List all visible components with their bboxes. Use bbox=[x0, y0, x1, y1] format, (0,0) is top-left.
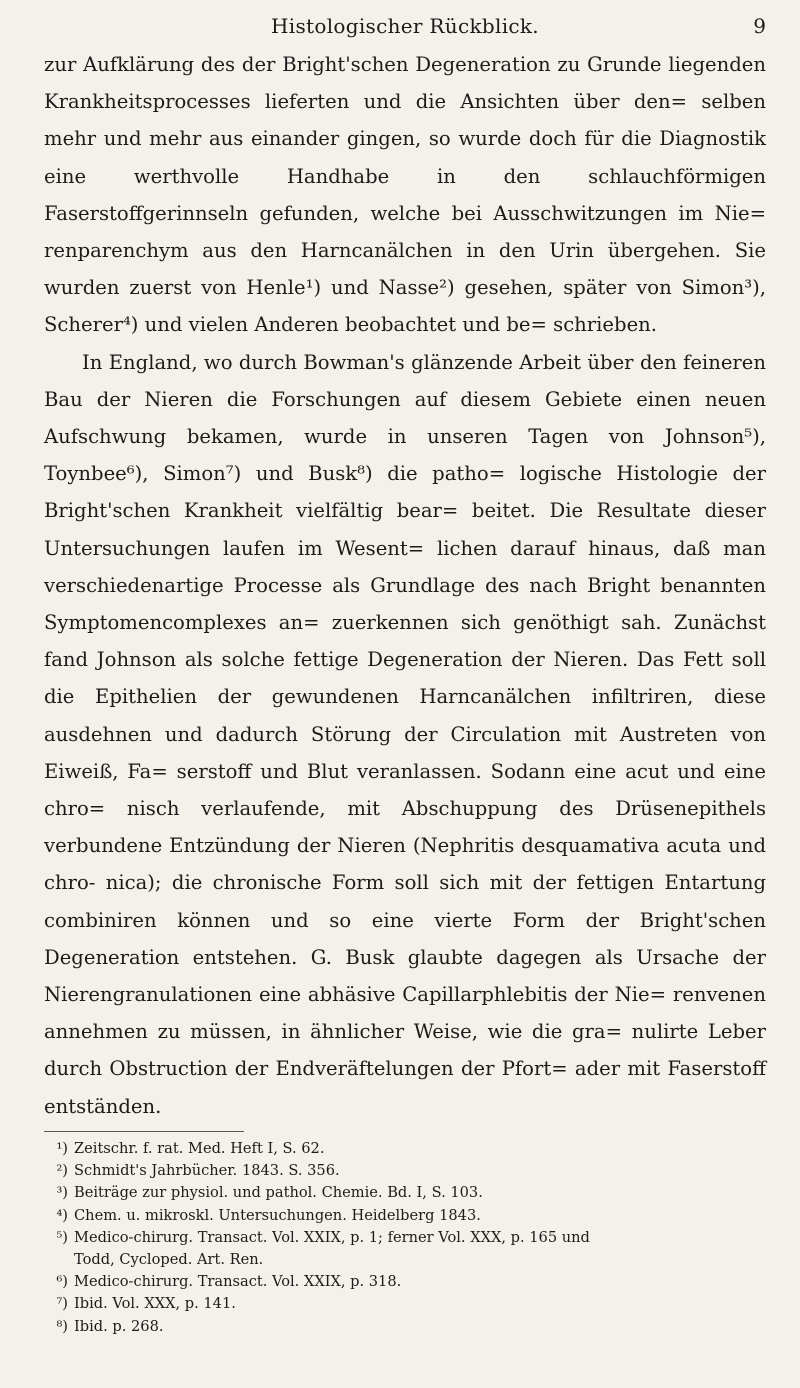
paragraph-2 bbox=[44, 344, 766, 1125]
footnote-mark: ⁴) bbox=[56, 1206, 68, 1224]
footnote-text: Medico-chirurg. Transact. Vol. XXIX, p. 1; ferner Vol. XXX, p. 165 und bbox=[74, 1228, 590, 1246]
footnote-text: Ibid. p. 268. bbox=[74, 1317, 164, 1335]
footnote-2 bbox=[44, 1160, 766, 1182]
text-line: zuerkennen sich genöthigt sah. Zunächst fand Johnson als solche bbox=[44, 611, 766, 672]
footnote-mark: ⁵) bbox=[56, 1228, 68, 1246]
page-number: 9 bbox=[753, 14, 766, 38]
footnote-text: Zeitschr. f. rat. Med. Heft I, S. 62. bbox=[74, 1139, 325, 1157]
footnote-5-continuation: Todd, Cycloped. Art. Ren. bbox=[74, 1250, 264, 1268]
text-line: logische Histologie der Bright'schen Krankheit vielfältig bear= bbox=[44, 462, 767, 523]
text-line: beitet. Die Resultate dieser Untersuchungen laufen im Wesent= bbox=[44, 499, 766, 560]
text-line: der Nierengranulationen eine abhäsive Capillarphlebitis der Nie= bbox=[44, 945, 766, 1007]
body-text bbox=[44, 46, 766, 1125]
text-line: serstoff und Blut veranlassen. Sodann eine acut und eine chro= bbox=[44, 759, 766, 821]
text-line: zur Aufklärung des der Bright'schen Degeneration zu Grunde bbox=[44, 53, 669, 76]
footnote-7 bbox=[44, 1293, 766, 1315]
text-line: ader mit Faserstoff entständen. bbox=[44, 1057, 766, 1118]
footnote-mark: ²) bbox=[56, 1162, 68, 1180]
text-line: die Diagnostik eine werthvolle Handhabe in den schlauchförmigen bbox=[44, 127, 766, 188]
text-line: Faserstoffgerinnseln gefunden, welche bei Ausschwitzungen im Nie= bbox=[44, 201, 766, 225]
footnote-mark: ⁸) bbox=[56, 1317, 68, 1335]
text-line: nulirte Leber durch Obstruction der Endveräftelungen der Pfort= bbox=[44, 1020, 767, 1081]
footnote-text: Medico-chirurg. Transact. Vol. XXIX, p. 318. bbox=[74, 1273, 402, 1291]
footnote-mark: ¹) bbox=[56, 1139, 68, 1157]
text-line: renvenen annehmen zu müssen, in ähnlicher Weise, wie die gra= bbox=[44, 983, 766, 1044]
running-title: Histologischer Rückblick. bbox=[271, 14, 539, 38]
text-line: den feineren Bau der Nieren die Forschungen auf diesem Gebiete bbox=[44, 350, 766, 411]
footnote-3 bbox=[44, 1182, 766, 1204]
page-header bbox=[44, 10, 766, 46]
text-line: combiniren können und so eine vierte Form der Bright'schen bbox=[44, 908, 766, 932]
text-line: nisch verlaufende, mit Abschuppung des Drüsenepithels verbundene bbox=[44, 797, 766, 858]
footnote-text: Ibid. Vol. XXX, p. 141. bbox=[74, 1295, 236, 1313]
text-line: fettige Degeneration der Nieren. Das Fett soll die Epithelien bbox=[44, 648, 766, 709]
text-line: einen neuen Aufschwung bekamen, wurde in unseren Tagen von bbox=[44, 387, 766, 449]
text-line: wurden zuerst von Henle¹) und Nasse²) gesehen, später von bbox=[44, 276, 682, 300]
footnote-4 bbox=[44, 1205, 766, 1227]
text-line: selben mehr und mehr aus einander gingen, so wurde doch für bbox=[44, 90, 766, 151]
footnote-text: Schmidt's Jahrbücher. 1843. S. 356. bbox=[74, 1162, 340, 1180]
footnote-6 bbox=[44, 1271, 766, 1293]
footnote-mark: ³) bbox=[56, 1184, 68, 1202]
text-line: Degeneration entstehen. G. Busk glaubte dagegen als Ursache bbox=[44, 945, 733, 969]
paragraph-1 bbox=[44, 46, 766, 344]
text-line: Simon³), Scherer⁴) und vielen Anderen beobachtet und be= bbox=[44, 276, 766, 337]
footnote-5 bbox=[44, 1227, 766, 1249]
text-line: Entzündung der Nieren (Nephritis desquamativa acuta und chro- bbox=[44, 834, 766, 895]
document-page bbox=[44, 10, 766, 1338]
footnote-text: Beiträge zur physiol. und pathol. Chemie. Bd. I, S. 103. bbox=[74, 1184, 483, 1202]
text-line: Johnson⁵), Toynbee⁶), Simon⁷) und Busk⁸) die patho= bbox=[44, 425, 766, 486]
footnote-divider bbox=[44, 1131, 244, 1132]
footnote-1 bbox=[44, 1138, 766, 1160]
text-line: schrieben. bbox=[553, 313, 658, 337]
text-line: Grundlage des nach Bright benannten Symptomencomplexes an= bbox=[44, 573, 766, 635]
text-line: dadurch Störung der Circulation mit Austreten von Eiweiß, Fa= bbox=[44, 722, 766, 783]
text-line: der gewundenen Harncanälchen infiltriren, diese ausdehnen und bbox=[44, 685, 767, 746]
footnote-mark: ⁷) bbox=[56, 1295, 68, 1313]
text-line: renparenchym aus den Harncanälchen in den Urin übergehen. Sie bbox=[44, 239, 766, 263]
text-line: In England, wo durch Bowman's glänzende Arbeit über bbox=[82, 350, 640, 374]
footnote-text: Chem. u. mikroskl. Untersuchungen. Heidelberg 1843. bbox=[74, 1206, 481, 1224]
footnotes bbox=[44, 1138, 766, 1338]
footnote-mark: ⁶) bbox=[56, 1273, 68, 1291]
text-line: liegenden Krankheitsprocesses lieferten und die Ansichten über den= bbox=[44, 53, 766, 114]
text-line: nica); die chronische Form soll sich mit der fettigen Entartung bbox=[105, 871, 766, 895]
text-line: lichen darauf hinaus, daß man verschiedenartige Processe als bbox=[44, 536, 766, 597]
footnote-8 bbox=[44, 1316, 766, 1338]
